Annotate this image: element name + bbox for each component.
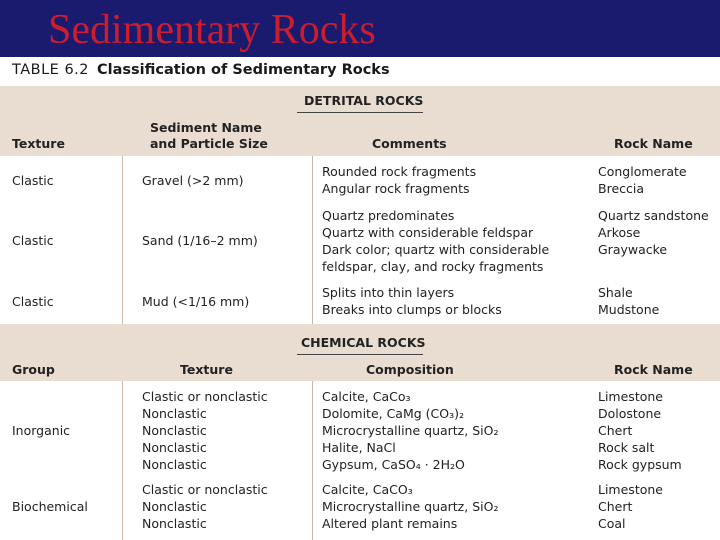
row-rock-names: Conglomerate Breccia bbox=[598, 164, 687, 196]
column-divider bbox=[122, 156, 123, 324]
header-rock-name: Rock Name bbox=[614, 362, 693, 377]
chemical-section-underline bbox=[297, 354, 423, 355]
header-composition: Composition bbox=[366, 362, 454, 377]
row-textures: Clastic or nonclastic Nonclastic Nonclastic bbox=[142, 482, 268, 531]
column-divider bbox=[312, 156, 313, 324]
row-rock-names: Limestone Dolostone Chert Rock salt Rock gypsum bbox=[598, 389, 682, 472]
table-row bbox=[0, 280, 720, 324]
table-caption-text: Classification of Sedimentary Rocks bbox=[97, 62, 390, 78]
row-comments: Splits into thin layers Breaks into clumps or blocks bbox=[322, 285, 502, 317]
header-texture: Texture bbox=[12, 136, 65, 151]
row-sediment: Gravel (>2 mm) bbox=[142, 173, 244, 188]
header-rock-name: Rock Name bbox=[614, 136, 693, 151]
table-caption bbox=[12, 62, 390, 78]
column-divider bbox=[312, 381, 313, 540]
row-sediment: Mud (<1/16 mm) bbox=[142, 294, 250, 309]
slide-title: Sedimentary Rocks bbox=[48, 7, 376, 53]
table-row bbox=[0, 156, 720, 202]
row-compositions: Calcite, CaCO₃ Microcrystalline quartz, SiO₂ Altered plant remains bbox=[322, 482, 499, 531]
row-group: Biochemical bbox=[12, 499, 88, 514]
row-compositions: Calcite, CaCo₃ Dolomite, CaMg (CO₃)₂ Microcrystalline quartz, SiO₂ Halite, NaCl Gypsum, CaSO₄ · 2H₂O bbox=[322, 389, 499, 472]
row-rock-names: Limestone Chert Coal bbox=[598, 482, 663, 531]
detrital-section-title: DETRITAL ROCKS bbox=[304, 93, 424, 108]
row-texture: Clastic bbox=[12, 173, 54, 188]
row-group: Inorganic bbox=[12, 423, 71, 438]
table-number: TABLE 6.2 bbox=[12, 62, 90, 78]
header-texture: Texture bbox=[180, 362, 233, 377]
row-comments: Rounded rock fragments Angular rock fragments bbox=[322, 164, 477, 196]
row-rock-names: Quartz sandstone Arkose Graywacke bbox=[598, 208, 709, 257]
chemical-header-panel bbox=[0, 324, 720, 381]
header-group: Group bbox=[12, 362, 55, 377]
row-textures: Clastic or nonclastic Nonclastic Nonclastic Nonclastic Nonclastic bbox=[142, 389, 268, 472]
row-texture: Clastic bbox=[12, 233, 54, 248]
row-sediment: Sand (1/16–2 mm) bbox=[142, 233, 258, 248]
table-row bbox=[0, 381, 720, 478]
column-divider bbox=[122, 381, 123, 540]
table-row bbox=[0, 203, 720, 279]
row-comments: Quartz predominates Quartz with considerable feldspar Dark color; quartz with considerable feldspar, clay, and rocky fragments bbox=[322, 208, 550, 274]
header-sediment: Sediment Name and Particle Size bbox=[150, 120, 268, 151]
table-row bbox=[0, 479, 720, 540]
row-rock-names: Shale Mudstone bbox=[598, 285, 660, 317]
row-texture: Clastic bbox=[12, 294, 54, 309]
header-comments: Comments bbox=[372, 136, 447, 151]
chemical-section-title: CHEMICAL ROCKS bbox=[301, 335, 426, 350]
detrital-section-underline bbox=[297, 112, 423, 113]
